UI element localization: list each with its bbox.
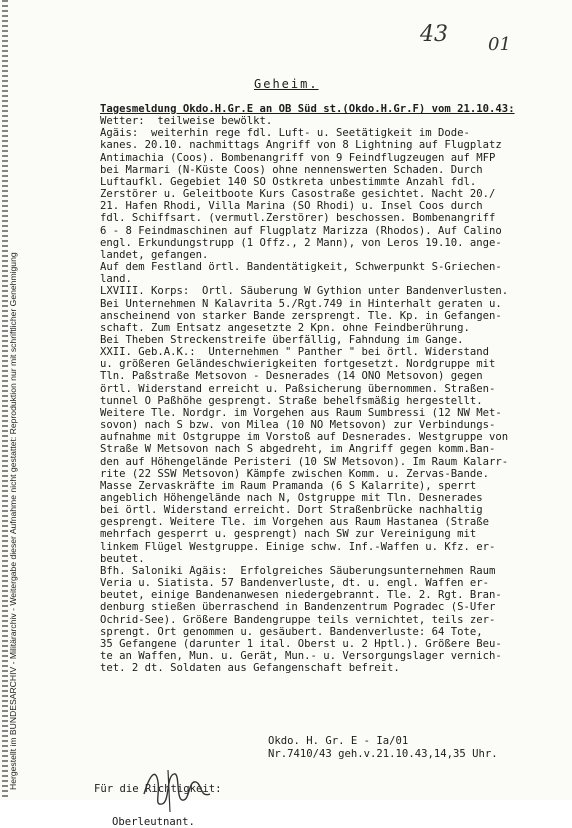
- report-line: rite (22 SSW Metsovon) Kämpfe zwischen Komm. u. Zervas-Bande.: [100, 467, 490, 480]
- archive-stamp: Hergestellt im BUNDESARCHIV - Militärarchiv - Weitergabe dieser Aufnahme nicht gestattet: Reproduktion nur mit schriftlicher Genehmigung: [8, 252, 18, 790]
- report-line: den auf Höhengelände Peristeri (10 SW Metsovon). Im Raum Kalarr-: [100, 455, 509, 468]
- report-line: Tagesmeldung Okdo.H.Gr.E an OB Süd st.(Okdo.H.Gr.F) vom 21.10.43:: [100, 103, 515, 115]
- report-line: te an Waffen, Mun. u. Gerät, Mun.- u. Versorgungslager vernich-: [100, 650, 502, 663]
- report-line: tunnel O Paßhöhe gesprengt. Straße behelfsmäßig hergestellt.: [100, 394, 483, 407]
- report-line: tet. 2 dt. Soldaten aus Gefangenschaft befreit.: [100, 662, 400, 675]
- handwritten-ref-a: 43: [420, 22, 448, 47]
- report-line: land.: [100, 273, 132, 286]
- report-line: Wetter: teilweise bewölkt.: [100, 115, 273, 128]
- sender-line: Nr.7410/43 geh.v.21.10.43,14,35 Uhr.: [268, 747, 498, 760]
- report-line: u. größeren Geländeschwierigkeiten fortgesetzt. Nordgruppe mit: [100, 358, 496, 371]
- report-line: angeblich Höhengelände nach N, Ostgruppe mit Tln. Desnerades: [100, 492, 483, 504]
- report-line: LXVIII. Korps: Örtl. Säuberung W Gythion unter Bandenverlusten.: [100, 285, 509, 298]
- report-line: linkem Flügel Westgruppe. Einige schw. Inf.-Waffen u. Kfz. er-: [100, 540, 496, 553]
- report-line: 6 - 8 Feindmaschinen auf Flugplatz Marizza (Rhodos). Auf Calino: [100, 224, 502, 237]
- report-line: Ochrid-See). Größere Bandengruppe teils vernichtet, teils zer-: [100, 613, 496, 626]
- report-line: Weitere Tle. Nordgr. im Vorgehen aus Raum Sumbressi (12 NW Met-: [100, 406, 502, 419]
- sender-line: Okdo. H. Gr. E - Ia/01: [268, 735, 409, 747]
- report-line: Veria u. Siatista. 57 Bandenverluste, dt. u. engl. Waffen er-: [100, 577, 490, 590]
- classification-heading: Geheim.: [254, 77, 319, 91]
- signer-rank: Oberleutnant.: [112, 816, 195, 828]
- report-line: Antimachia (Coos). Bombenangriff von 9 Feindflugzeugen auf MFP: [100, 151, 496, 164]
- report-line: anscheinend von starker Bande zersprengt. Tle. Kp. in Gefangen-: [100, 309, 502, 322]
- report-line: bei örtl. Widerstand erreicht. Dort Straßenbrücke nachhaltig: [100, 504, 483, 517]
- report-line: bei Marmari (N-Küste Coos) ohne nennenswerten Schaden. Durch: [100, 163, 483, 176]
- report-line: beutet.: [100, 552, 145, 565]
- report-line: sovon) nach S bzw. von Milea (10 NO Metsovon) zur Verbindungs-: [100, 419, 496, 432]
- sender-block: [268, 735, 498, 760]
- report-line: gesprengt. Weitere Tle. im Vorgehen aus Raum Hastanea (Straße: [100, 516, 490, 529]
- report-line: Luftaufkl. Gegebiet 140 SO Ostkreta unbestimmte Anzahl fdl.: [100, 175, 477, 188]
- report-line: Bei Unternehmen N Kalavrita 5./Rgt.749 in Hinterhalt geraten u.: [100, 297, 502, 310]
- handwritten-ref-b: 01: [488, 34, 511, 55]
- report-line: beutet, einige Bandenanwesen niedergebrannt. Tle. 2. Rgt. Bran-: [100, 589, 502, 602]
- report-line: fdl. Schiffsart. (vermutl.Zerstörer) beschossen. Bombenangriff: [100, 212, 496, 225]
- report-body: [100, 103, 562, 674]
- report-line: engl. Erkundungstrupp (1 Offz., 2 Mann), von Leros 19.10. ange-: [100, 236, 502, 249]
- report-line: örtl. Widerstand erreicht u. Paßsicherung übernommen. Straßen-: [100, 382, 496, 395]
- report-line: kanes. 20.10. nachmittags Angriff von 8 Lightning auf Flugplatz: [100, 139, 502, 152]
- report-line: aufnahme mit Ostgruppe im Vorstoß auf Desnerades. Westgruppe von: [100, 431, 509, 444]
- report-line: XXII. Geb.A.K.: Unternehmen " Panther " bei örtl. Widerstand: [100, 346, 490, 359]
- report-line: Masse Zervaskräfte im Raum Pramanda (6 S Kalarrite), sperrt: [100, 479, 477, 492]
- report-line: landet, gefangen.: [100, 248, 209, 261]
- report-line: sprengt. Ort genommen u. gesäubert. Bandenverluste: 64 Tote,: [100, 625, 483, 638]
- report-line: Bei Theben Streckenstreife überfällig, Fahndung im Gange.: [100, 333, 464, 346]
- report-line: Ägäis: weiterhin rege fdl. Luft- u. Seetätigkeit im Dode-: [100, 127, 470, 140]
- report-line: 35 Gefangene (darunter 1 ital. Oberst u. 2 Hptl.). Größere Beu-: [100, 637, 502, 650]
- report-line: Zerstörer u. Geleitboote Kurs Casostraße gesichtet. Nacht 20./: [100, 188, 496, 201]
- report-line: schaft. Zum Entsatz angesetzte 2 Kpn. ohne Feindberührung.: [100, 321, 470, 334]
- report-line: Bfh. Saloniki Ägäis: Erfolgreiches Säuberungsunternehmen Raum: [100, 564, 496, 577]
- report-line: Tln. Paßstraße Metsovon - Desnerades (14 ONO Metsovon) gegen: [100, 370, 483, 383]
- report-line: Auf dem Festland örtl. Bandentätigkeit, Schwerpunkt S-Griechen-: [100, 261, 502, 274]
- handwritten-signature: [140, 764, 220, 816]
- attestation-label: Für die Richtigkeit:: [94, 783, 222, 795]
- report-line: 21. Hafen Rhodi, Villa Marina (SO Rhodi) u. Insel Coos durch: [100, 200, 483, 213]
- report-line: mehrfach gesperrt u. gesprengt) nach SW zur Vereinigung mit: [100, 528, 477, 541]
- report-line: Straße W Metsovon nach S abgedreht, im Angriff gegen komm.Ban-: [100, 443, 496, 456]
- report-line: denburg stießen überraschend in Bandenzentrum Pogradec (S-Ufer: [100, 601, 496, 614]
